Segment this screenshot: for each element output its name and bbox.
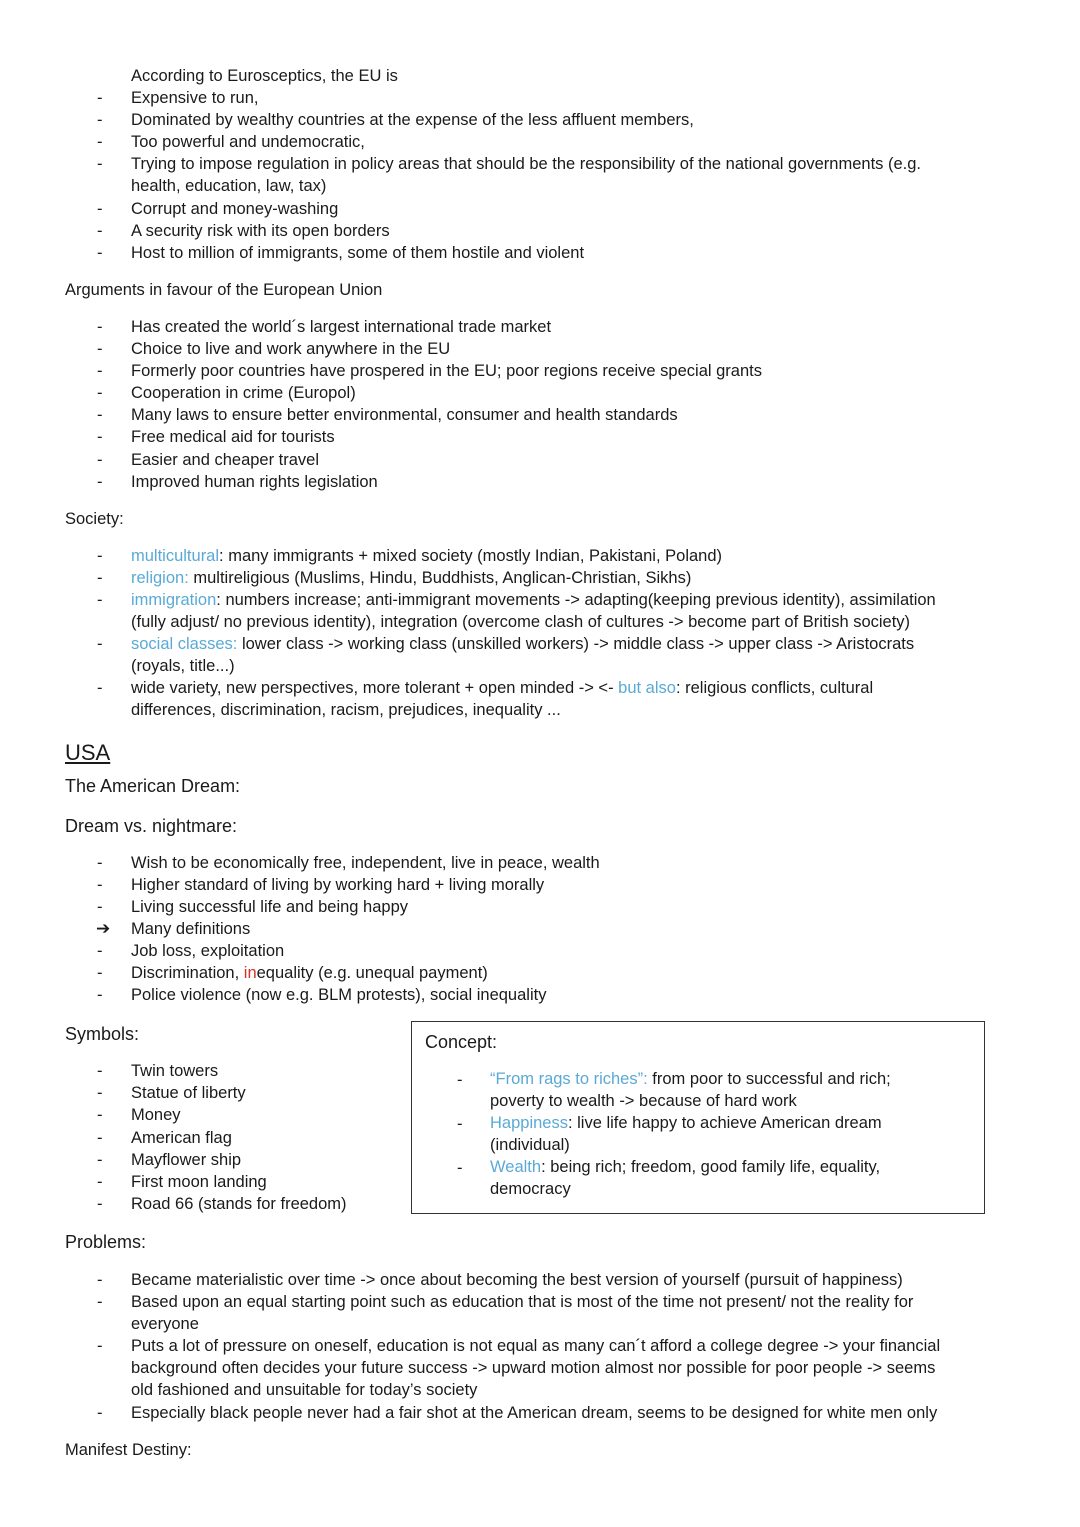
concept-heading: Concept: (425, 1032, 498, 1052)
bullet-dash: - (97, 1337, 103, 1355)
bullet-dash: - (97, 1293, 103, 1311)
list-item: Easier and cheaper travel (131, 451, 320, 469)
list-item: Based upon an equal starting point such as education that is most of the time not present/ not the reality for (131, 1293, 914, 1311)
bullet-dash: - (97, 569, 103, 587)
list-item (131, 589, 936, 611)
bullet-dash: - (97, 1129, 103, 1147)
list-item-continuation: (royals, title...) (131, 657, 235, 675)
bullet-dash: - (97, 406, 103, 424)
list-item: Expensive to run, (131, 89, 259, 107)
keyword-multicultural: multicultural (131, 547, 220, 565)
list-item: Improved human rights legislation (131, 473, 378, 491)
list-item-continuation: background often decides your future success -> upward motion almost nor possible for poor people -> seems (131, 1359, 936, 1377)
list-item: Higher standard of living by working hard + living morally (131, 876, 545, 894)
bullet-dash: - (97, 133, 103, 151)
bullet-dash: - (97, 986, 103, 1004)
list-item: Money (131, 1106, 181, 1124)
list-item (490, 1068, 891, 1090)
list-item-text: : numbers increase; anti-immigrant movements -> adapting(keeping previous identity), assimilation (216, 591, 936, 609)
section-heading-favour: Arguments in favour of the European Union (65, 281, 383, 299)
list-item-text: Discrimination, (131, 964, 244, 982)
list-item: Living successful life and being happy (131, 898, 409, 916)
bullet-dash: - (97, 964, 103, 982)
keyword-happiness: Happiness (490, 1114, 568, 1132)
subheading-american-dream: The American Dream: (65, 776, 241, 796)
list-item: Many laws to ensure better environmental, consumer and health standards (131, 406, 678, 424)
bullet-dash: - (97, 1195, 103, 1213)
list-item-text: : many immigrants + mixed society (mostly Indian, Pakistani, Poland) (219, 547, 723, 565)
list-item: Police violence (now e.g. BLM protests), social inequality (131, 986, 547, 1004)
keyword-wealth: Wealth (490, 1158, 542, 1176)
subheading-dream-vs-nightmare: Dream vs. nightmare: (65, 816, 238, 836)
list-item-text: multireligious (Muslims, Hindu, Buddhists, Anglican-Christian, Sikhs) (188, 569, 692, 587)
list-item: Corrupt and money-washing (131, 200, 339, 218)
list-item-continuation: democracy (490, 1180, 571, 1198)
list-item: First moon landing (131, 1173, 267, 1191)
concept-box (411, 1021, 985, 1214)
list-item: Trying to impose regulation in policy areas that should be the responsibility of the national governments (e.g. (131, 155, 922, 173)
list-item-text: from poor to successful and rich; (647, 1070, 891, 1088)
list-item: Wish to be economically free, independent, live in peace, wealth (131, 854, 600, 872)
list-item (131, 567, 691, 589)
bullet-dash: - (97, 244, 103, 262)
bullet-dash: - (97, 898, 103, 916)
section-title-usa: USA (65, 740, 111, 765)
highlight-red: in (243, 964, 257, 982)
list-item: Has created the world´s largest international trade market (131, 318, 552, 336)
bullet-dash: - (97, 876, 103, 894)
list-item: Formerly poor countries have prospered in the EU; poor regions receive special grants (131, 362, 762, 380)
bullet-dash: - (97, 362, 103, 380)
bullet-dash: - (97, 222, 103, 240)
list-item (131, 633, 914, 655)
keyword-rags-to-riches: “From rags to riches”: (490, 1070, 648, 1088)
list-item: A security risk with its open borders (131, 222, 390, 240)
list-item (131, 545, 722, 567)
arrow-right-icon: ➔ (96, 919, 111, 938)
bullet-dash: - (97, 635, 103, 653)
bullet-dash: - (97, 1084, 103, 1102)
bullet-dash: - (97, 340, 103, 358)
keyword-immigration: immigration (131, 591, 217, 609)
list-item-text: equality (e.g. unequal payment) (256, 964, 488, 982)
bullet-dash: - (97, 1151, 103, 1169)
list-item-text: : religious conflicts, cultural (675, 679, 874, 697)
bullet-dash: - (97, 1404, 103, 1422)
list-item: Host to million of immigrants, some of them hostile and violent (131, 244, 585, 262)
bullet-dash: - (97, 155, 103, 173)
list-item: Puts a lot of pressure on oneself, education is not equal as many can´t afford a college degree -> your financial (131, 1337, 941, 1355)
list-item: Cooperation in crime (Europol) (131, 384, 356, 402)
keyword-but-also: but also (618, 679, 676, 697)
keyword-religion: religion: (131, 569, 189, 587)
bullet-dash: - (97, 1173, 103, 1191)
subheading-problems: Problems: (65, 1232, 147, 1252)
list-item: Mayflower ship (131, 1151, 242, 1169)
bullet-dash: - (97, 473, 103, 491)
bullet-dash: - (97, 679, 103, 697)
list-item-text: : being rich; freedom, good family life, equality, (541, 1158, 881, 1176)
list-item (490, 1112, 882, 1134)
bullet-dash: - (97, 591, 103, 609)
list-item-continuation: differences, discrimination, racism, prejudices, inequality ... (131, 701, 561, 719)
list-item: Too powerful and undemocratic, (131, 133, 365, 151)
list-item: Free medical aid for tourists (131, 428, 335, 446)
subheading-symbols: Symbols: (65, 1024, 140, 1044)
list-item: Dominated by wealthy countries at the expense of the less affluent members, (131, 111, 694, 129)
euroskeptics-intro: According to Eurosceptics, the EU is (131, 67, 398, 85)
list-item-text: wide variety, new perspectives, more tolerant + open minded -> <- (131, 679, 619, 697)
bullet-dash: - (97, 942, 103, 960)
list-item-continuation: (individual) (490, 1136, 570, 1154)
section-heading-society: Society: (65, 510, 124, 528)
bullet-dash: - (97, 1062, 103, 1080)
bullet-dash: - (97, 111, 103, 129)
bullet-dash: - (97, 1106, 103, 1124)
list-item: Many definitions (131, 920, 251, 938)
list-item-text: lower class -> working class (unskilled workers) -> middle class -> upper class -> Aristocrats (237, 635, 915, 653)
bullet-dash: - (97, 854, 103, 872)
bullet-dash: - (97, 89, 103, 107)
list-item: Job loss, exploitation (131, 942, 285, 960)
bullet-dash: - (97, 451, 103, 469)
bullet-dash: - (97, 200, 103, 218)
list-item (131, 677, 873, 699)
list-item (131, 962, 488, 984)
bullet-dash: - (97, 547, 103, 565)
list-item: Became materialistic over time -> once about becoming the best version of yourself (pursuit of happiness) (131, 1271, 903, 1289)
bullet-dash: - (457, 1159, 463, 1177)
bullet-dash: - (457, 1071, 463, 1089)
bullet-dash: - (457, 1115, 463, 1133)
list-item: Statue of liberty (131, 1084, 246, 1102)
bullet-dash: - (97, 428, 103, 446)
bullet-dash: - (97, 1271, 103, 1289)
list-item-continuation: health, education, law, tax) (131, 177, 327, 195)
list-item (490, 1156, 880, 1178)
list-item-continuation: poverty to wealth -> because of hard work (490, 1092, 797, 1110)
keyword-social-classes: social classes: (131, 635, 238, 653)
list-item-text: : live life happy to achieve American dream (567, 1114, 882, 1132)
list-item-continuation: (fully adjust/ no previous identity), integration (overcome clash of cultures -> become part of British society) (131, 613, 911, 631)
list-item: Especially black people never had a fair shot at the American dream, seems to be designed for white men only (131, 1404, 938, 1422)
subheading-manifest-destiny: Manifest Destiny: (65, 1441, 192, 1459)
bullet-dash: - (97, 384, 103, 402)
list-item: Road 66 (stands for freedom) (131, 1195, 347, 1213)
list-item-continuation: old fashioned and unsuitable for today’s society (131, 1381, 478, 1399)
list-item: Twin towers (131, 1062, 219, 1080)
list-item: American flag (131, 1129, 232, 1147)
bullet-dash: - (97, 318, 103, 336)
list-item-continuation: everyone (131, 1315, 199, 1333)
list-item: Choice to live and work anywhere in the EU (131, 340, 451, 358)
